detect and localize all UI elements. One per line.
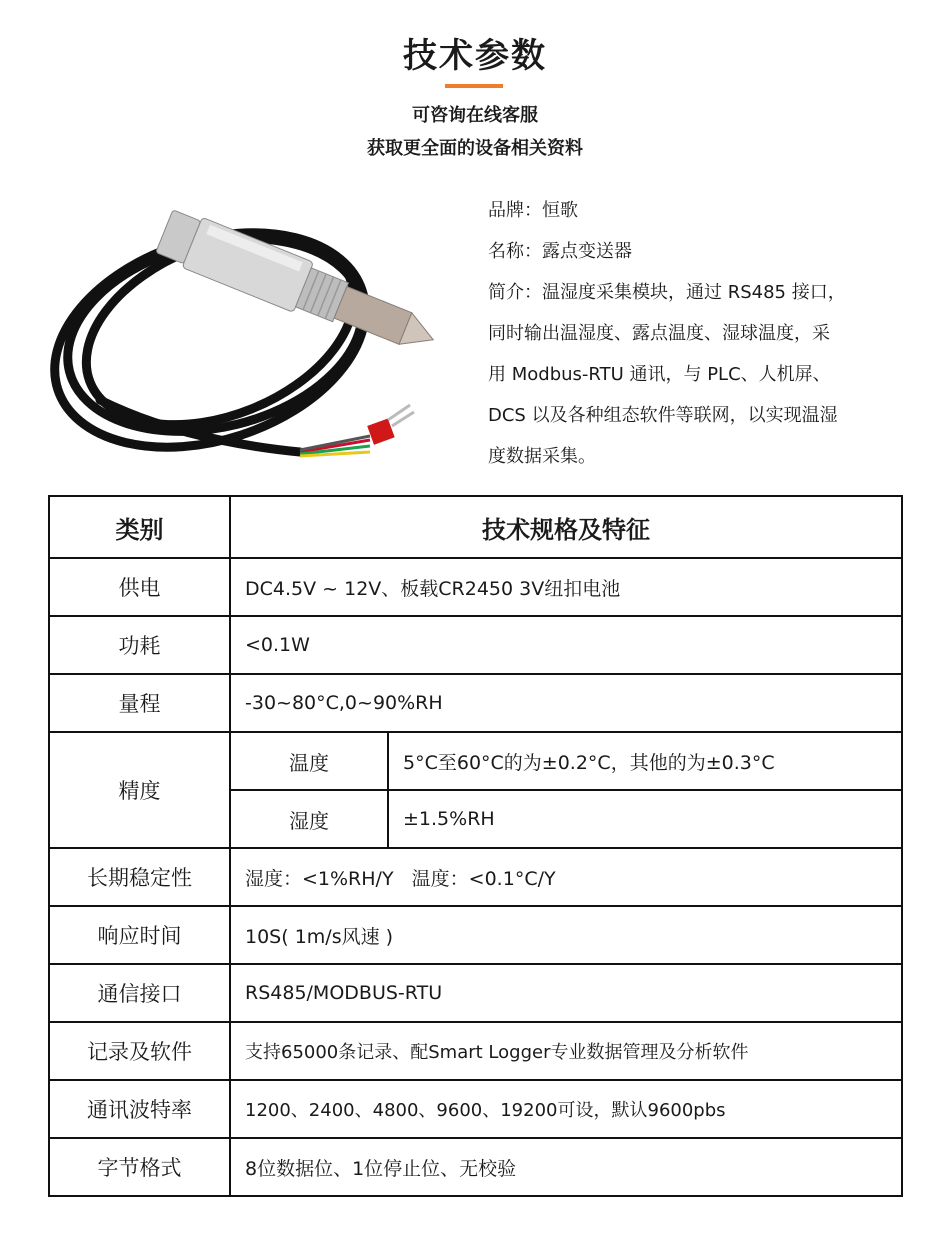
table-row (49, 732, 902, 790)
subtitle-consult: 可咨询在线客服 (412, 105, 538, 126)
intro-line: 用 Modbus-RTU 通讯，与 PLC、人机屏、 (488, 364, 831, 385)
row-value: 支持65000条记录、配Smart Logger专业数据管理及分析软件 (230, 1022, 902, 1080)
row-value: 1200、2400、4800、9600、19200可设，默认9600pbs (230, 1080, 902, 1138)
table-row (49, 906, 902, 964)
table-row (49, 848, 902, 906)
product-image (40, 190, 480, 480)
row-value: 10S( 1m/s风速 ) (230, 906, 902, 964)
table-row (49, 616, 902, 674)
row-value: DC4.5V ~ 12V、板载CR2450 3V纽扣电池 (230, 558, 902, 616)
table-row (49, 1080, 902, 1138)
row-value: ±1.5%RH (388, 790, 902, 848)
row-value: <0.1W (230, 616, 902, 674)
row-value: RS485/MODBUS-RTU (230, 964, 902, 1022)
header-spec: 技术规格及特征 (230, 496, 902, 558)
row-category: 精度 (49, 732, 230, 848)
table-row (49, 1138, 902, 1196)
table-row (49, 674, 902, 732)
sub-category: 湿度 (230, 790, 388, 848)
header-category: 类别 (49, 496, 230, 558)
row-category: 响应时间 (49, 906, 230, 964)
intro-line: 同时输出温湿度、露点温度、湿球温度，采 (488, 323, 830, 344)
brand-text: 品牌：恒歌 (488, 200, 578, 221)
row-category: 字节格式 (49, 1138, 230, 1196)
row-category: 供电 (49, 558, 230, 616)
row-value: -30~80°C,0~90%RH (230, 674, 902, 732)
row-category: 长期稳定性 (49, 848, 230, 906)
name-text: 名称：露点变送器 (488, 241, 632, 262)
row-category: 通讯波特率 (49, 1080, 230, 1138)
product-info (488, 190, 908, 477)
intro-line: DCS 以及各种组态软件等联网，以实现温湿 (488, 405, 838, 426)
row-value: 5°C至60°C的为±0.2°C，其他的为±0.3°C (388, 732, 902, 790)
spec-table (48, 495, 903, 1197)
table-row (49, 558, 902, 616)
row-category: 功耗 (49, 616, 230, 674)
row-category: 记录及软件 (49, 1022, 230, 1080)
row-category: 量程 (49, 674, 230, 732)
table-row (49, 964, 902, 1022)
subtitle-more-info: 获取更全面的设备相关资料 (367, 138, 583, 159)
row-category: 通信接口 (49, 964, 230, 1022)
sub-category: 温度 (230, 732, 388, 790)
table-header-row (49, 496, 902, 558)
row-value: 8位数据位、1位停止位、无校验 (230, 1138, 902, 1196)
page-title: 技术参数 (403, 36, 547, 76)
intro-line: 度数据采集。 (488, 446, 596, 467)
title-accent-bar (445, 84, 503, 88)
row-value: 湿度：<1%RH/Y 温度：<0.1°C/Y (230, 848, 902, 906)
intro-line: 简介：温湿度采集模块，通过 RS485 接口， (488, 282, 846, 303)
table-row (49, 1022, 902, 1080)
